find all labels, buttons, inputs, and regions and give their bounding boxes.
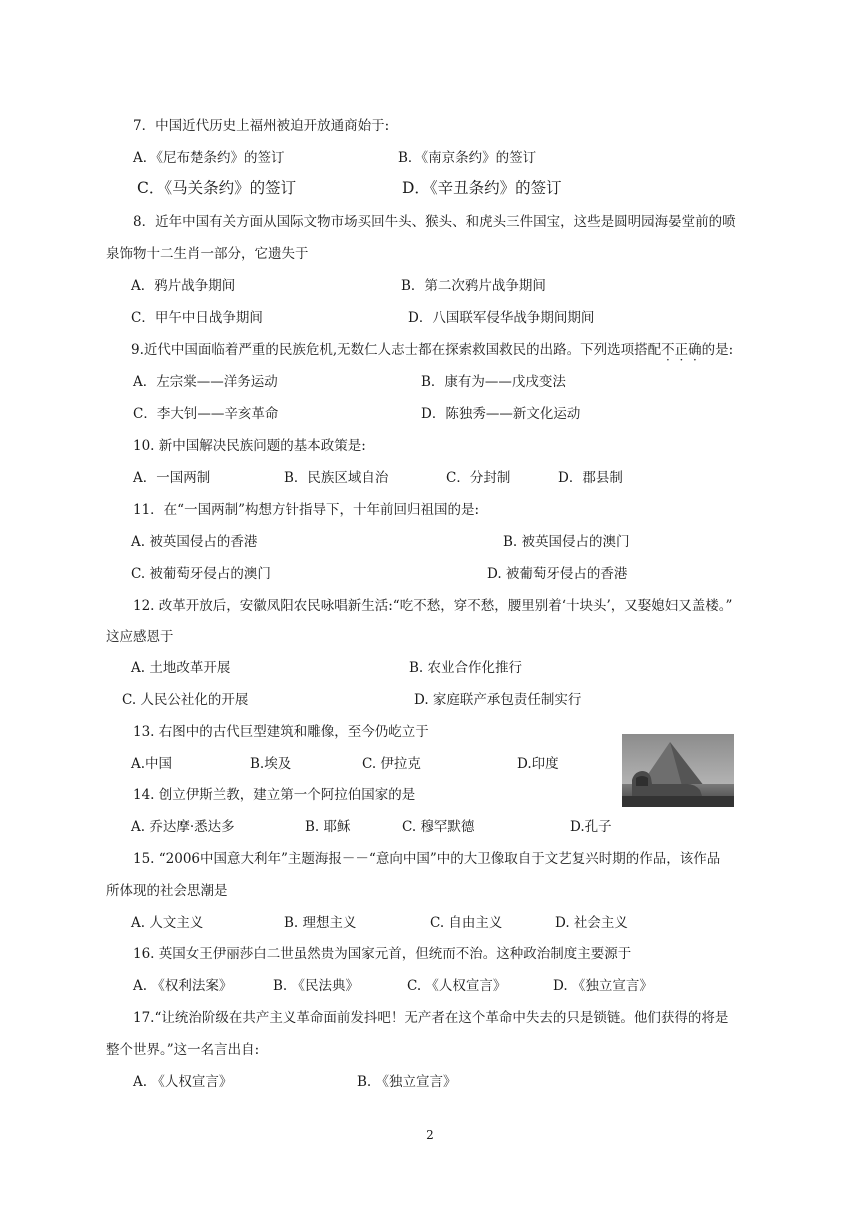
q9-emphasis-2: 正 <box>674 342 689 358</box>
q9-option-b: B．康有为——戊戌变法 <box>421 374 566 390</box>
q14-option-c: C. 穆罕默德 <box>402 819 475 835</box>
q14-option-d: D.孔子 <box>570 819 612 835</box>
q7-stem: 7．中国近代历史上福州被迫开放通商始于: <box>133 118 390 134</box>
q7-option-c: C．《马关条约》的签订 <box>137 179 297 197</box>
q16-option-b: B. 《民法典》 <box>273 978 360 994</box>
q9-emphasis-3: 确 <box>688 342 702 358</box>
q17-option-b: B. 《独立宣言》 <box>357 1074 457 1090</box>
q9-option-c: C．李大钊——辛亥革命 <box>133 406 279 422</box>
q15-option-c: C. 自由主义 <box>430 915 503 931</box>
q13-option-b: B.埃及 <box>250 756 292 772</box>
q15-stem-line1: 15. “2006中国意大利年”主题海报－－“意向中国”中的大卫像取自于文艺复兴时期的作品，该作品 <box>133 851 721 867</box>
q13-stem: 13. 右图中的古代巨型建筑和雕像，至今仍屹立于 <box>133 724 429 740</box>
q16-stem: 16. 英国女王伊丽莎白二世虽然贵为国家元首，但统而不治。这种政治制度主要源于 <box>133 946 632 962</box>
q12-option-b: B. 农业合作化推行 <box>409 660 523 676</box>
q8-option-c: C．甲午中日战争期间 <box>131 310 263 326</box>
q17-option-a: A. 《人权宣言》 <box>133 1074 233 1090</box>
q12-stem-line1: 12. 改革开放后，安徽凤阳农民咏唱新生活:“吃不愁，穿不愁，腰里别着‘十块头’，又娶媳妇又盖楼。” <box>133 598 733 614</box>
q15-option-a: A. 人文主义 <box>131 915 204 931</box>
q10-option-a: A．一国两制 <box>133 470 211 486</box>
q13-option-c: C. 伊拉克 <box>362 756 421 772</box>
q11-option-a: A. 被英国侵占的香港 <box>131 534 258 550</box>
q16-option-a: A. 《权利法案》 <box>133 978 233 994</box>
q8-option-b: B．第二次鸦片战争期间 <box>401 278 546 294</box>
q9-emphasis-1: 不 <box>661 342 675 358</box>
q11-option-b: B. 被英国侵占的澳门 <box>503 534 630 550</box>
q11-option-c: C. 被葡萄牙侵占的澳门 <box>131 566 271 582</box>
q7-option-d: D．《辛丑条约》的签订 <box>402 179 562 197</box>
q10-stem: 10. 新中国解决民族问题的基本政策是: <box>133 438 366 454</box>
sphinx-pyramid-image <box>622 734 734 807</box>
q14-option-b: B. 耶稣 <box>305 819 351 835</box>
q11-option-d: D. 被葡萄牙侵占的香港 <box>487 566 628 582</box>
q11-stem: 11．在“一国两制”构想方针指导下，十年前回归祖国的是: <box>133 502 480 518</box>
q15-option-d: D. 社会主义 <box>555 915 628 931</box>
q10-option-b: B．民族区域自治 <box>284 470 389 486</box>
q12-option-c: C. 人民公社化的开展 <box>122 692 249 708</box>
q15-stem-line2: 所体现的社会思潮是 <box>106 883 228 899</box>
q16-option-d: D. 《独立宣言》 <box>553 978 653 994</box>
q17-stem-line1: 17.“让统治阶级在共产主义革命面前发抖吧！无产者在这个革命中失去的只是锁链。他们获得的将是 <box>133 1010 729 1026</box>
q15-option-b: B. 理想主义 <box>284 915 357 931</box>
q9-stem-post: 的是: <box>701 342 734 358</box>
q7-option-b: B．《南京条约》的签订 <box>398 150 537 166</box>
q17-stem-line2: 整个世界。”这一名言出自: <box>106 1042 260 1058</box>
q9-option-d: D．陈独秀——新文化运动 <box>421 406 581 422</box>
q7-option-a: A．《尼布楚条约》的签订 <box>133 150 285 166</box>
q13-option-d: D.印度 <box>517 756 559 772</box>
page-number: 2 <box>426 1128 434 1142</box>
q12-option-d: D. 家庭联产承包责任制实行 <box>414 692 582 708</box>
q14-stem: 14. 创立伊斯兰教，建立第一个阿拉伯国家的是 <box>133 787 416 803</box>
q10-option-c: C．分封制 <box>446 470 511 486</box>
q9-stem <box>131 341 733 359</box>
q8-stem-line1: 8．近年中国有关方面从国际文物市场买回牛头、猴头、和虎头三件国宝，这些是圆明园海晏堂前的喷 <box>133 214 736 230</box>
q12-option-a: A. 土地改革开展 <box>131 660 231 676</box>
q16-option-c: C. 《人权宣言》 <box>407 978 507 994</box>
q8-option-d: D．八国联军侵华战争期间期间 <box>408 310 595 326</box>
q9-stem-pre: 9.近代中国面临着严重的民族危机,无数仁人志士都在探索救国救民的出路。下列选项搭配 <box>131 342 662 358</box>
q14-option-a: A. 乔达摩·悉达多 <box>131 819 235 835</box>
q10-option-d: D．郡县制 <box>558 470 623 486</box>
q12-stem-line2: 这应感恩于 <box>106 629 174 645</box>
q8-option-a: A．鸦片战争期间 <box>131 278 236 294</box>
q8-stem-line2: 泉饰物十二生肖一部分，它遗失于 <box>106 246 309 262</box>
q13-option-a: A.中国 <box>131 756 173 772</box>
q9-option-a: A．左宗棠——洋务运动 <box>133 374 278 390</box>
